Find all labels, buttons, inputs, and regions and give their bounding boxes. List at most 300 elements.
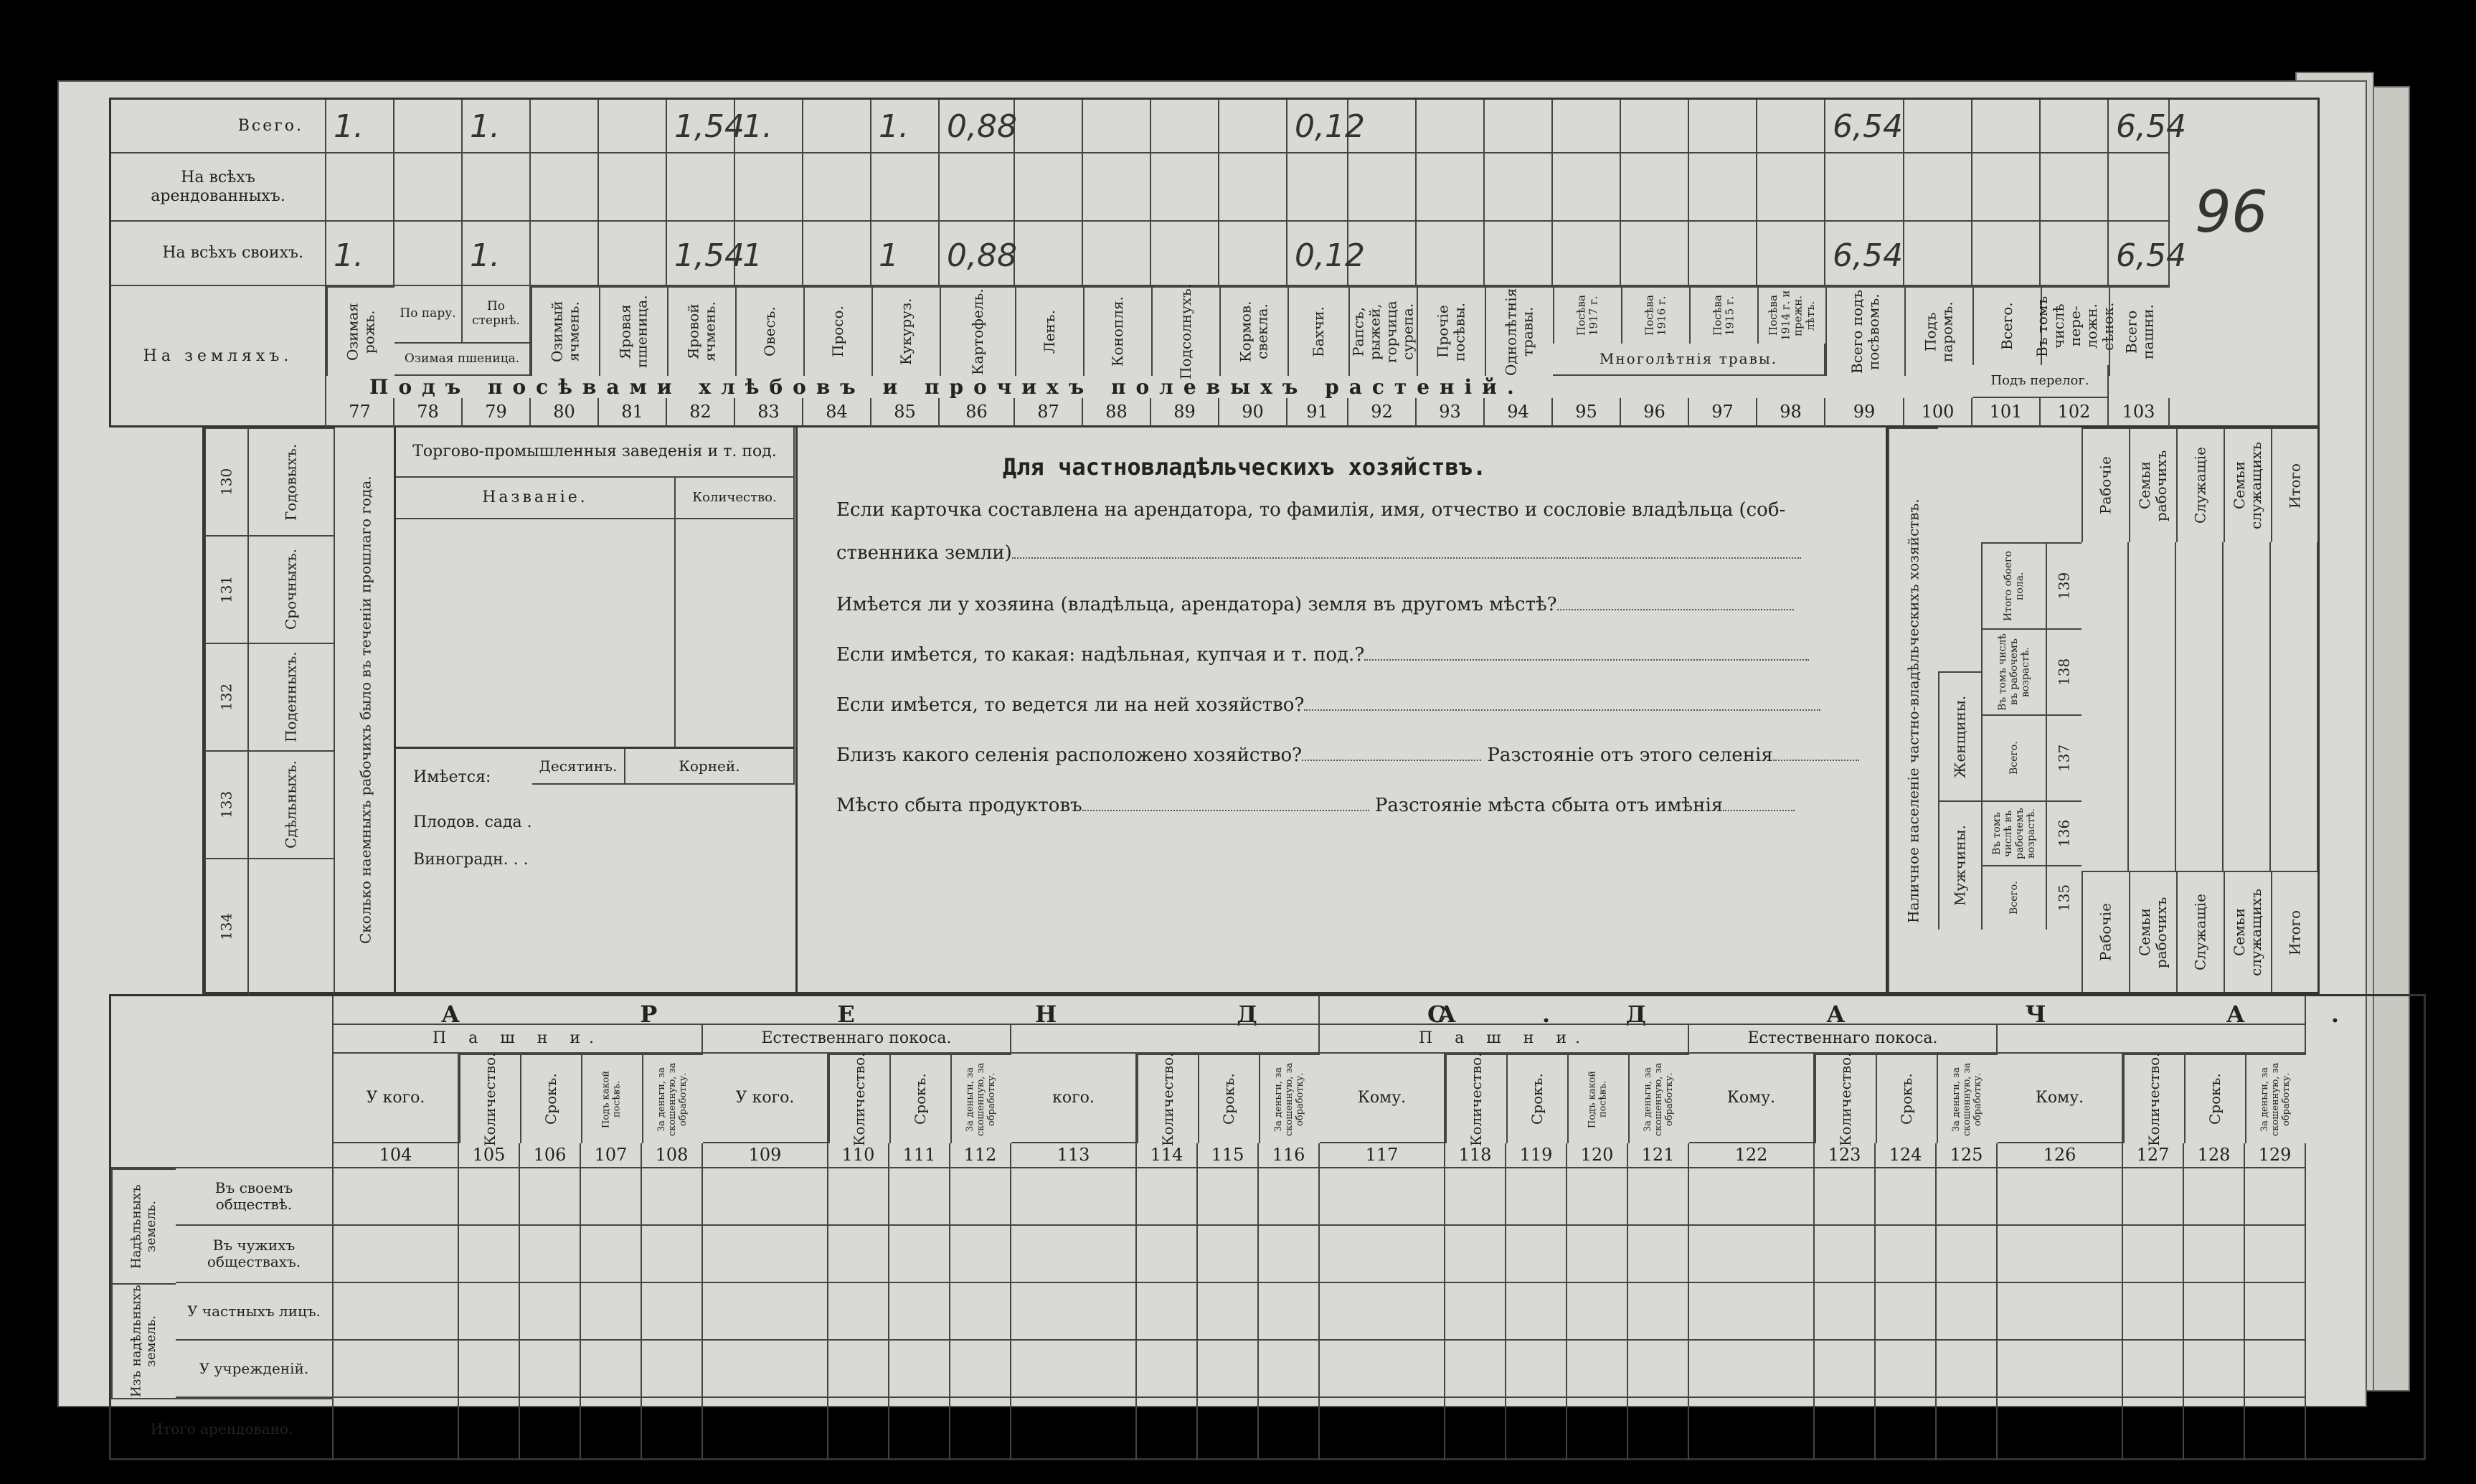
answer-line[interactable] bbox=[1557, 595, 1794, 610]
rent-cell-123-2[interactable] bbox=[1815, 1283, 1876, 1341]
right-col-head-2: Служащіе bbox=[2176, 427, 2224, 542]
worker-num-133: 133 bbox=[204, 750, 247, 858]
cell-own-11[interactable] bbox=[1083, 222, 1151, 286]
cell-rented-12[interactable] bbox=[1151, 153, 1219, 222]
rent-total-cell-24[interactable] bbox=[2184, 1398, 2245, 1460]
rent-cell-128-1[interactable] bbox=[2184, 1226, 2245, 1283]
rent-cell-122-2[interactable] bbox=[1689, 1283, 1815, 1341]
rent-total-cell-14[interactable] bbox=[1445, 1398, 1506, 1460]
col-num-85: 85 bbox=[871, 398, 940, 427]
right-col-body-1[interactable] bbox=[2129, 542, 2176, 872]
cell-rented-0[interactable] bbox=[326, 153, 394, 222]
rent-cell-115-1[interactable] bbox=[1198, 1226, 1259, 1283]
rent-total-cell-1[interactable] bbox=[459, 1398, 520, 1460]
rent-cell-126-3[interactable] bbox=[1998, 1341, 2123, 1398]
answer-line[interactable] bbox=[1723, 795, 1795, 811]
rent-cell-126-0[interactable] bbox=[1998, 1168, 2123, 1226]
right-col-foot-2: Служащіе bbox=[2176, 872, 2224, 993]
rent-cell-123-1[interactable] bbox=[1815, 1226, 1876, 1283]
rent-total-cell-7[interactable] bbox=[889, 1398, 950, 1460]
value-own-14: 0,12 bbox=[1295, 237, 1365, 274]
rent-cell-113-0[interactable] bbox=[1011, 1168, 1137, 1226]
cell-total-12[interactable] bbox=[1151, 100, 1219, 153]
cell-total-18[interactable] bbox=[1553, 100, 1621, 153]
rent-head-115: Срокъ. bbox=[1198, 1054, 1259, 1143]
value-total-5: 1,54 bbox=[674, 108, 745, 145]
rent-cell-105-3[interactable] bbox=[459, 1341, 520, 1398]
rent-num-113: 113 bbox=[1011, 1143, 1137, 1168]
rent-cell-120-3[interactable] bbox=[1567, 1341, 1628, 1398]
col-num-86: 86 bbox=[940, 398, 1015, 427]
cell-rented-23[interactable] bbox=[1904, 153, 1972, 222]
cell-rented-2[interactable] bbox=[463, 153, 531, 222]
rent-cell-128-2[interactable] bbox=[2184, 1283, 2245, 1341]
rent-cell-124-1[interactable] bbox=[1876, 1226, 1937, 1283]
rent-cell-113-1[interactable] bbox=[1011, 1226, 1137, 1283]
col-head-93: Прочіе посѣвы. bbox=[1417, 286, 1485, 376]
cell-rented-9[interactable] bbox=[940, 153, 1015, 222]
rent-cell-125-3[interactable] bbox=[1937, 1341, 1998, 1398]
cell-total-24[interactable] bbox=[1972, 100, 2041, 153]
cell-own-10[interactable] bbox=[1015, 222, 1083, 286]
rent-head-122: Кому. bbox=[1689, 1054, 1815, 1143]
right-col-foot-4: Итого bbox=[2271, 872, 2318, 993]
rent-cell-105-0[interactable] bbox=[459, 1168, 520, 1226]
worker-label-131: Срочныхъ. bbox=[247, 535, 334, 643]
cell-rented-17[interactable] bbox=[1485, 153, 1553, 222]
rent-cell-112-2[interactable] bbox=[950, 1283, 1011, 1341]
col-num-84: 84 bbox=[803, 398, 871, 427]
rent-cell-105-1[interactable] bbox=[459, 1226, 520, 1283]
cell-total-10[interactable] bbox=[1015, 100, 1083, 153]
right-col-foot-3: Семьи служащихъ bbox=[2224, 872, 2271, 993]
cell-own-18[interactable] bbox=[1553, 222, 1621, 286]
rent-cell-114-3[interactable] bbox=[1137, 1341, 1198, 1398]
rent-corner bbox=[111, 996, 334, 1168]
right-col-body-3[interactable] bbox=[2224, 542, 2271, 872]
rent-cell-129-0[interactable] bbox=[2245, 1168, 2306, 1226]
col-num-101: 101 bbox=[1972, 398, 2041, 427]
rent-cell-109-3[interactable] bbox=[703, 1341, 828, 1398]
cell-rented-6[interactable] bbox=[735, 153, 803, 222]
private-title: Для частновладѣльческихъ хозяйствъ. bbox=[1003, 453, 1487, 481]
rent-cell-117-1[interactable] bbox=[1320, 1226, 1445, 1283]
right-col-body-0[interactable] bbox=[2082, 542, 2129, 872]
rent-cell-106-2[interactable] bbox=[520, 1283, 581, 1341]
cell-own-4[interactable] bbox=[599, 222, 667, 286]
rent-head-118: Количество. bbox=[1445, 1054, 1506, 1143]
rent-cell-106-1[interactable] bbox=[520, 1226, 581, 1283]
cell-total-20[interactable] bbox=[1689, 100, 1757, 153]
cell-rented-26[interactable] bbox=[2109, 153, 2170, 222]
rent-total-cell-13[interactable] bbox=[1320, 1398, 1445, 1460]
rent-cell-127-2[interactable] bbox=[2123, 1283, 2184, 1341]
rent-cell-109-1[interactable] bbox=[703, 1226, 828, 1283]
rent-cell-112-3[interactable] bbox=[950, 1341, 1011, 1398]
cell-own-1[interactable] bbox=[394, 222, 463, 286]
rent-total-cell-2[interactable] bbox=[520, 1398, 581, 1460]
rent-cell-115-0[interactable] bbox=[1198, 1168, 1259, 1226]
cell-rented-21[interactable] bbox=[1757, 153, 1825, 222]
cell-rented-5[interactable] bbox=[667, 153, 735, 222]
rent-cell-121-3[interactable] bbox=[1628, 1341, 1689, 1398]
rent-cell-108-0[interactable] bbox=[642, 1168, 703, 1226]
rent-cell-119-1[interactable] bbox=[1506, 1226, 1567, 1283]
cell-own-25[interactable] bbox=[2041, 222, 2109, 286]
cell-own-24[interactable] bbox=[1972, 222, 2041, 286]
cell-own-3[interactable] bbox=[531, 222, 599, 286]
trade-name-area bbox=[396, 519, 676, 749]
blank-a bbox=[1011, 1025, 1320, 1054]
rent-num-110: 110 bbox=[828, 1143, 889, 1168]
fallow-head: Подъ перелог. bbox=[1972, 365, 2109, 398]
q2-text: Имѣется ли у хозяина (владѣльца, арендатора) земля въ другомъ мѣстѣ? bbox=[836, 594, 1557, 615]
crop-table bbox=[109, 98, 2320, 427]
rent-head-113: кого. bbox=[1011, 1054, 1137, 1143]
cell-rented-7[interactable] bbox=[803, 153, 871, 222]
rent-total-cell-16[interactable] bbox=[1567, 1398, 1628, 1460]
col-num-88: 88 bbox=[1083, 398, 1151, 427]
value-total-9: 0,88 bbox=[947, 108, 1017, 145]
cell-rented-20[interactable] bbox=[1689, 153, 1757, 222]
q3-text: Если имѣется, то какая: надѣльная, купчая и т. под.? bbox=[836, 644, 1365, 666]
rent-cell-111-0[interactable] bbox=[889, 1168, 950, 1226]
korney-head: Корней. bbox=[625, 749, 795, 785]
rent-total-cell-5[interactable] bbox=[703, 1398, 828, 1460]
rent-cell-111-1[interactable] bbox=[889, 1226, 950, 1283]
cell-rented-15[interactable] bbox=[1348, 153, 1417, 222]
rent-cell-127-0[interactable] bbox=[2123, 1168, 2184, 1226]
rent-cell-126-2[interactable] bbox=[1998, 1283, 2123, 1341]
cell-total-1[interactable] bbox=[394, 100, 463, 153]
rent-cell-119-3[interactable] bbox=[1506, 1341, 1567, 1398]
cell-own-16[interactable] bbox=[1417, 222, 1485, 286]
q5-text: Близъ какого селенія расположено хозяйство? bbox=[836, 745, 1303, 766]
rent-cell-108-2[interactable] bbox=[642, 1283, 703, 1341]
rent-head-121: За деньги, за скошенную, за обработку. bbox=[1628, 1054, 1689, 1143]
rent-cell-124-0[interactable] bbox=[1876, 1168, 1937, 1226]
rent-cell-116-2[interactable] bbox=[1259, 1283, 1320, 1341]
rent-cell-116-1[interactable] bbox=[1259, 1226, 1320, 1283]
value-own-22: 6,54 bbox=[1833, 237, 1903, 274]
row-label-rented: На всѣхъ арендованныхъ. bbox=[111, 153, 326, 222]
cell-total-19[interactable] bbox=[1621, 100, 1689, 153]
rent-cell-113-2[interactable] bbox=[1011, 1283, 1137, 1341]
rent-total-cell-22[interactable] bbox=[1998, 1398, 2123, 1460]
rent-cell-114-1[interactable] bbox=[1137, 1226, 1198, 1283]
rent-cell-129-2[interactable] bbox=[2245, 1283, 2306, 1341]
q4-text: Если имѣется, то ведется ли на ней хозяйство? bbox=[836, 694, 1305, 716]
rent-cell-116-3[interactable] bbox=[1259, 1341, 1320, 1398]
col-num-100: 100 bbox=[1904, 398, 1972, 427]
rent-num-122: 122 bbox=[1689, 1143, 1815, 1168]
rent-total-cell-4[interactable] bbox=[642, 1398, 703, 1460]
right-col-head-1: Семьи рабочихъ bbox=[2129, 427, 2176, 542]
rent-cell-125-0[interactable] bbox=[1937, 1168, 1998, 1226]
rent-num-128: 128 bbox=[2184, 1143, 2245, 1168]
question-other-land bbox=[836, 594, 1794, 615]
rent-cell-110-1[interactable] bbox=[828, 1226, 889, 1283]
sdacha-banner: С Д А Ч А. bbox=[1427, 1001, 2425, 1028]
rent-cell-129-1[interactable] bbox=[2245, 1226, 2306, 1283]
rent-cell-112-1[interactable] bbox=[950, 1226, 1011, 1283]
rent-cell-104-3[interactable] bbox=[334, 1341, 459, 1398]
rent-total-cell-12[interactable] bbox=[1259, 1398, 1320, 1460]
rent-cell-124-2[interactable] bbox=[1876, 1283, 1937, 1341]
cell-rented-13[interactable] bbox=[1219, 153, 1287, 222]
answer-line[interactable] bbox=[1364, 645, 1809, 661]
rent-head-114: Количество. bbox=[1137, 1054, 1198, 1143]
rent-head-104: У кого. bbox=[334, 1054, 459, 1143]
rent-head-112: За деньги, за скошенную, за обработку. bbox=[950, 1054, 1011, 1143]
rent-cell-104-2[interactable] bbox=[334, 1283, 459, 1341]
trade-title: Торгово-промышленныя заведенія и т. под. bbox=[396, 427, 795, 478]
rent-cell-118-0[interactable] bbox=[1445, 1168, 1506, 1226]
rent-total-cell-11[interactable] bbox=[1198, 1398, 1259, 1460]
rent-row-label-total: Итого арендовано. bbox=[111, 1398, 334, 1460]
rent-head-106: Срокъ. bbox=[520, 1054, 581, 1143]
value-total-26: 6,54 bbox=[2116, 108, 2186, 145]
rent-cell-120-1[interactable] bbox=[1567, 1226, 1628, 1283]
value-own-9: 0,88 bbox=[947, 237, 1017, 274]
cell-total-23[interactable] bbox=[1904, 100, 1972, 153]
cell-total-16[interactable] bbox=[1417, 100, 1485, 153]
cell-rented-11[interactable] bbox=[1083, 153, 1151, 222]
rent-total-cell-23[interactable] bbox=[2123, 1398, 2184, 1460]
rent-cell-121-2[interactable] bbox=[1628, 1283, 1689, 1341]
cell-own-15[interactable] bbox=[1348, 222, 1417, 286]
col-num-78: 78 bbox=[394, 398, 463, 427]
rent-cell-117-3[interactable] bbox=[1320, 1341, 1445, 1398]
cell-total-13[interactable] bbox=[1219, 100, 1287, 153]
rent-total-cell-15[interactable] bbox=[1506, 1398, 1567, 1460]
rent-cell-109-0[interactable] bbox=[703, 1168, 828, 1226]
rent-cell-111-2[interactable] bbox=[889, 1283, 950, 1341]
rent-cell-114-0[interactable] bbox=[1137, 1168, 1198, 1226]
trade-block bbox=[396, 427, 798, 994]
question-village bbox=[836, 745, 1859, 766]
cell-total-11[interactable] bbox=[1083, 100, 1151, 153]
rent-cell-110-3[interactable] bbox=[828, 1341, 889, 1398]
rent-head-128: Срокъ. bbox=[2184, 1054, 2245, 1143]
col-head-100: Подъ паромъ. bbox=[1904, 286, 1972, 376]
answer-line[interactable] bbox=[1082, 795, 1369, 811]
col-head-96: Посѣва 1916 г. bbox=[1621, 286, 1689, 344]
rent-total-cell-10[interactable] bbox=[1137, 1398, 1198, 1460]
rent-cell-120-2[interactable] bbox=[1567, 1283, 1628, 1341]
cell-own-20[interactable] bbox=[1689, 222, 1757, 286]
rent-total-cell-20[interactable] bbox=[1876, 1398, 1937, 1460]
col-num-83: 83 bbox=[735, 398, 803, 427]
rent-cell-113-3[interactable] bbox=[1011, 1341, 1137, 1398]
question-market bbox=[836, 795, 1795, 816]
cell-rented-25[interactable] bbox=[2041, 153, 2109, 222]
rent-cell-107-1[interactable] bbox=[581, 1226, 642, 1283]
rent-cell-111-3[interactable] bbox=[889, 1341, 950, 1398]
cell-total-25[interactable] bbox=[2041, 100, 2109, 153]
rent-num-108: 108 bbox=[642, 1143, 703, 1168]
rent-cell-121-1[interactable] bbox=[1628, 1226, 1689, 1283]
cell-total-3[interactable] bbox=[531, 100, 599, 153]
rent-cell-125-2[interactable] bbox=[1937, 1283, 1998, 1341]
right-col-head-4: Итого bbox=[2271, 427, 2318, 542]
rent-cell-129-3[interactable] bbox=[2245, 1341, 2306, 1398]
col-num-94: 94 bbox=[1485, 398, 1553, 427]
col-head-84: Просо. bbox=[803, 286, 871, 376]
cell-total-4[interactable] bbox=[599, 100, 667, 153]
value-own-26: 6,54 bbox=[2116, 237, 2186, 274]
rent-head-124: Срокъ. bbox=[1876, 1054, 1937, 1143]
rent-cell-108-1[interactable] bbox=[642, 1226, 703, 1283]
worker-num-134: 134 bbox=[204, 858, 247, 994]
value-total-6: 1. bbox=[742, 108, 772, 145]
rent-cell-107-3[interactable] bbox=[581, 1341, 642, 1398]
rent-total-cell-0[interactable] bbox=[334, 1398, 459, 1460]
rent-cell-128-3[interactable] bbox=[2184, 1341, 2245, 1398]
rent-total-cell-9[interactable] bbox=[1011, 1398, 1137, 1460]
rent-total-cell-18[interactable] bbox=[1689, 1398, 1815, 1460]
col-head-91: Бахчи. bbox=[1287, 286, 1348, 376]
rent-cell-110-0[interactable] bbox=[828, 1168, 889, 1226]
rent-cell-118-1[interactable] bbox=[1445, 1226, 1506, 1283]
row-label-own: На всѣхъ своихъ. bbox=[111, 222, 326, 286]
rent-cell-110-2[interactable] bbox=[828, 1283, 889, 1341]
cell-rented-14[interactable] bbox=[1287, 153, 1348, 222]
cell-rented-24[interactable] bbox=[1972, 153, 2041, 222]
answer-line[interactable] bbox=[1012, 543, 1801, 559]
rent-cell-119-0[interactable] bbox=[1506, 1168, 1567, 1226]
rent-cell-112-0[interactable] bbox=[950, 1168, 1011, 1226]
cell-total-7[interactable] bbox=[803, 100, 871, 153]
right-col-body-2[interactable] bbox=[2176, 542, 2224, 872]
col-num-89: 89 bbox=[1151, 398, 1219, 427]
answer-line[interactable] bbox=[1304, 695, 1820, 711]
cell-own-13[interactable] bbox=[1219, 222, 1287, 286]
rent-total-cell-6[interactable] bbox=[828, 1398, 889, 1460]
rent-cell-123-0[interactable] bbox=[1815, 1168, 1876, 1226]
rent-cell-115-3[interactable] bbox=[1198, 1341, 1259, 1398]
rent-total-cell-19[interactable] bbox=[1815, 1398, 1876, 1460]
col-num-96: 96 bbox=[1621, 398, 1689, 427]
cell-own-7[interactable] bbox=[803, 222, 871, 286]
cell-rented-18[interactable] bbox=[1553, 153, 1621, 222]
col-head-101: Всего. bbox=[1972, 286, 2041, 365]
cell-own-19[interactable] bbox=[1621, 222, 1689, 286]
col-num-99: 99 bbox=[1825, 398, 1904, 427]
rent-num-105: 105 bbox=[459, 1143, 520, 1168]
rent-cell-106-0[interactable] bbox=[520, 1168, 581, 1226]
answer-line[interactable] bbox=[1773, 745, 1859, 761]
pashni-s: П а ш н и. bbox=[1320, 1025, 1689, 1054]
rent-total-cell-17[interactable] bbox=[1628, 1398, 1689, 1460]
rent-num-109: 109 bbox=[703, 1143, 828, 1168]
rent-cell-127-3[interactable] bbox=[2123, 1341, 2184, 1398]
worker-num-132: 132 bbox=[204, 643, 247, 750]
rent-cell-122-0[interactable] bbox=[1689, 1168, 1815, 1226]
cell-rented-8[interactable] bbox=[871, 153, 940, 222]
trade-qty-head: Количество. bbox=[676, 478, 795, 519]
rent-num-121: 121 bbox=[1628, 1143, 1689, 1168]
question-owner-cont bbox=[836, 542, 1801, 564]
rent-head-119: Срокъ. bbox=[1506, 1054, 1567, 1143]
cell-rented-19[interactable] bbox=[1621, 153, 1689, 222]
rent-cell-107-0[interactable] bbox=[581, 1168, 642, 1226]
rent-cell-126-1[interactable] bbox=[1998, 1226, 2123, 1283]
rent-cell-117-2[interactable] bbox=[1320, 1283, 1445, 1341]
cell-rented-1[interactable] bbox=[394, 153, 463, 222]
rent-cell-127-1[interactable] bbox=[2123, 1226, 2184, 1283]
rent-cell-125-1[interactable] bbox=[1937, 1226, 1998, 1283]
rent-head-123: Количество. bbox=[1815, 1054, 1876, 1143]
question-owner-cont-text: ственника земли) bbox=[836, 542, 1012, 564]
cell-own-12[interactable] bbox=[1151, 222, 1219, 286]
rent-cell-116-0[interactable] bbox=[1259, 1168, 1320, 1226]
cell-total-21[interactable] bbox=[1757, 100, 1825, 153]
rent-cell-114-2[interactable] bbox=[1137, 1283, 1198, 1341]
rent-cell-107-2[interactable] bbox=[581, 1283, 642, 1341]
col-num-81: 81 bbox=[599, 398, 667, 427]
rent-cell-119-2[interactable] bbox=[1506, 1283, 1567, 1341]
worker-label-133: Сдѣльныхъ. bbox=[247, 750, 334, 858]
workers-title: Сколько наемныхъ рабочихъ было въ теченіи прошлаго года. bbox=[334, 427, 397, 993]
rent-total-cell-25[interactable] bbox=[2245, 1398, 2306, 1460]
cell-rented-22[interactable] bbox=[1825, 153, 1904, 222]
rent-cell-108-3[interactable] bbox=[642, 1341, 703, 1398]
cell-rented-16[interactable] bbox=[1417, 153, 1485, 222]
rent-cell-128-0[interactable] bbox=[2184, 1168, 2245, 1226]
cell-own-21[interactable] bbox=[1757, 222, 1825, 286]
rent-num-118: 118 bbox=[1445, 1143, 1506, 1168]
rent-total-cell-8[interactable] bbox=[950, 1398, 1011, 1460]
pop-num-135: 135 bbox=[2046, 865, 2082, 930]
rent-cell-122-1[interactable] bbox=[1689, 1226, 1815, 1283]
rent-cell-120-0[interactable] bbox=[1567, 1168, 1628, 1226]
cell-rented-3[interactable] bbox=[531, 153, 599, 222]
cell-rented-4[interactable] bbox=[599, 153, 667, 222]
col-num-77: 77 bbox=[326, 398, 394, 427]
answer-line[interactable] bbox=[1302, 745, 1481, 761]
pop-label-139: Итого обоего пола. bbox=[1981, 542, 2046, 628]
rent-cell-118-3[interactable] bbox=[1445, 1341, 1506, 1398]
cell-total-15[interactable] bbox=[1348, 100, 1417, 153]
cell-rented-10[interactable] bbox=[1015, 153, 1083, 222]
rent-cell-104-0[interactable] bbox=[334, 1168, 459, 1226]
rent-cell-124-3[interactable] bbox=[1876, 1341, 1937, 1398]
rent-num-107: 107 bbox=[581, 1143, 642, 1168]
right-col-body-4[interactable] bbox=[2271, 542, 2318, 872]
winter-wheat-head: Озимая пшеница. bbox=[394, 344, 531, 376]
rent-cell-109-2[interactable] bbox=[703, 1283, 828, 1341]
cell-total-17[interactable] bbox=[1485, 100, 1553, 153]
rent-cell-118-2[interactable] bbox=[1445, 1283, 1506, 1341]
rent-cell-115-2[interactable] bbox=[1198, 1283, 1259, 1341]
cell-own-23[interactable] bbox=[1904, 222, 1972, 286]
rent-cell-121-0[interactable] bbox=[1628, 1168, 1689, 1226]
rent-total-cell-3[interactable] bbox=[581, 1398, 642, 1460]
cell-own-17[interactable] bbox=[1485, 222, 1553, 286]
rent-num-106: 106 bbox=[520, 1143, 581, 1168]
rent-num-120: 120 bbox=[1567, 1143, 1628, 1168]
rent-cell-104-1[interactable] bbox=[334, 1226, 459, 1283]
rent-cell-117-0[interactable] bbox=[1320, 1168, 1445, 1226]
rent-cell-123-3[interactable] bbox=[1815, 1341, 1876, 1398]
rent-cell-122-3[interactable] bbox=[1689, 1341, 1815, 1398]
rent-head-125: За деньги, за скошенную, за обработку. bbox=[1937, 1054, 1998, 1143]
rent-cell-106-3[interactable] bbox=[520, 1341, 581, 1398]
rent-total-cell-21[interactable] bbox=[1937, 1398, 1998, 1460]
rent-cell-105-2[interactable] bbox=[459, 1283, 520, 1341]
worker-label-130: Годовыхъ. bbox=[247, 427, 334, 535]
